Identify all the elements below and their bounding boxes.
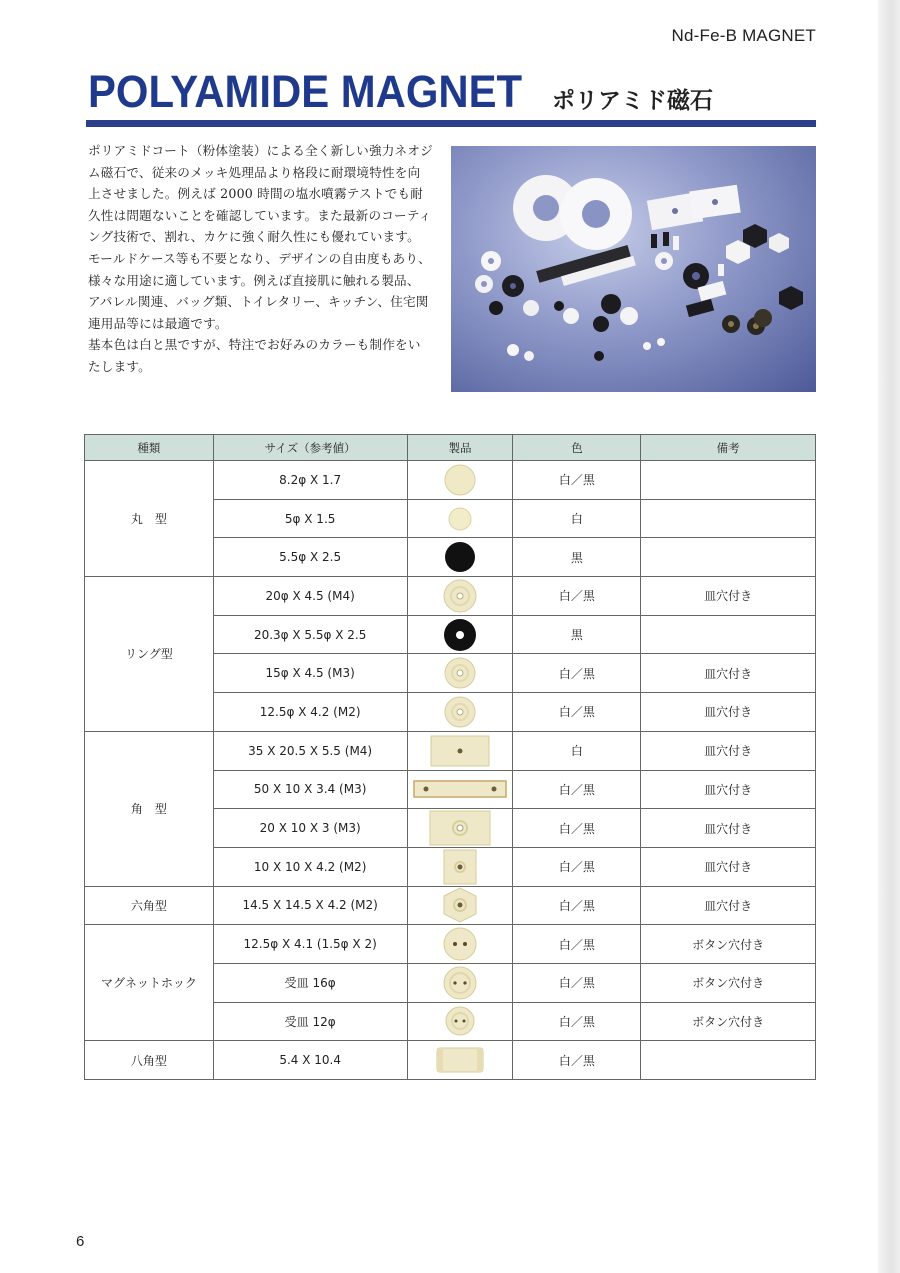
size-cell: 5φ X 1.5 <box>213 499 407 538</box>
color-cell: 白／黒 <box>513 886 641 925</box>
intro-line: 上させました。例えば 2000 時間の塩水噴霧テストでも耐 <box>88 186 424 202</box>
table-row <box>85 577 816 616</box>
ring-black-icon <box>407 615 513 654</box>
intro-line: モールドケース等も不要となり、デザインの自由度もあり、 <box>88 250 431 266</box>
size-cell: 5.5φ X 2.5 <box>213 538 407 577</box>
color-cell: 白／黒 <box>513 1002 641 1041</box>
col-header-color: 色 <box>513 435 641 461</box>
type-cell: 六角型 <box>85 886 214 925</box>
color-cell: 白／黒 <box>513 925 641 964</box>
color-cell: 白／黒 <box>513 847 641 886</box>
note-cell <box>641 461 816 500</box>
size-cell: 12.5φ X 4.2 (M2) <box>213 693 407 732</box>
disc-black-icon <box>407 538 513 577</box>
size-cell: 15φ X 4.5 (M3) <box>213 654 407 693</box>
color-cell: 黒 <box>513 615 641 654</box>
size-cell: 20φ X 4.5 (M4) <box>213 577 407 616</box>
note-cell: 皿穴付き <box>641 693 816 732</box>
hexagon-icon <box>407 886 513 925</box>
color-cell: 白 <box>513 499 641 538</box>
ring-ivory-icon <box>407 654 513 693</box>
spec-table <box>84 434 816 1080</box>
color-cell: 黒 <box>513 538 641 577</box>
color-cell: 白／黒 <box>513 577 641 616</box>
size-cell: 受皿 12φ <box>213 1002 407 1041</box>
disc-ivory-icon <box>407 461 513 500</box>
col-header-size: サイズ（参考値） <box>213 435 407 461</box>
button-dish-small-icon <box>407 1002 513 1041</box>
type-cell: マグネットホック <box>85 925 214 1041</box>
size-cell: 50 X 10 X 3.4 (M3) <box>213 770 407 809</box>
intro-line: 様々な用途に適しています。例えば直接肌に触れる製品、 <box>88 272 420 288</box>
color-cell: 白／黒 <box>513 461 641 500</box>
note-cell: 皿穴付き <box>641 886 816 925</box>
note-cell: 皿穴付き <box>641 731 816 770</box>
intro-line: 基本色は白と黒ですが、特注でお好みのカラーも制作をい <box>88 337 421 353</box>
disc-small-ivory-icon <box>407 499 513 538</box>
note-cell: 皿穴付き <box>641 809 816 848</box>
note-cell: 皿穴付き <box>641 577 816 616</box>
page-title: POLYAMIDE MAGNET <box>88 66 523 117</box>
col-header-note: 備考 <box>641 435 816 461</box>
size-cell: 10 X 10 X 4.2 (M2) <box>213 847 407 886</box>
intro-line: ング技術で、割れ、カケに強く耐久性にも優れています。 <box>88 229 420 245</box>
cylinder-icon <box>407 1041 513 1080</box>
table-row <box>85 461 816 500</box>
type-cell: 八角型 <box>85 1041 214 1080</box>
col-header-product: 製品 <box>407 435 513 461</box>
table-header-row <box>85 435 816 461</box>
color-cell: 白／黒 <box>513 809 641 848</box>
note-cell: ボタン穴付き <box>641 1002 816 1041</box>
color-cell: 白／黒 <box>513 770 641 809</box>
note-cell: 皿穴付き <box>641 654 816 693</box>
page-edge-shadow <box>878 0 900 1273</box>
ring-ivory-icon <box>407 577 513 616</box>
size-cell: 20 X 10 X 3 (M3) <box>213 809 407 848</box>
page-number: 6 <box>76 1233 85 1250</box>
note-cell: 皿穴付き <box>641 770 816 809</box>
note-cell: 皿穴付き <box>641 847 816 886</box>
color-cell: 白／黒 <box>513 654 641 693</box>
color-cell: 白／黒 <box>513 963 641 1002</box>
header-tag: Nd-Fe-B MAGNET <box>671 26 816 45</box>
button-two-hole-icon <box>407 925 513 964</box>
intro-line: たします。 <box>88 358 151 374</box>
ring-ivory-icon <box>407 693 513 732</box>
page-subtitle: ポリアミド磁石 <box>552 88 713 114</box>
note-cell <box>641 538 816 577</box>
table-row <box>85 1041 816 1080</box>
rect-block-icon <box>407 809 513 848</box>
intro-line: アパレル関連、バッグ類、トイレタリー、キッチン、住宅関 <box>88 294 429 310</box>
intro-line: ポリアミドコート（粉体塗装）による全く新しい強力ネオジ <box>88 143 433 158</box>
size-cell: 8.2φ X 1.7 <box>213 461 407 500</box>
table-row <box>85 886 816 925</box>
type-cell: 丸 型 <box>85 461 214 577</box>
color-cell: 白／黒 <box>513 693 641 732</box>
note-cell <box>641 499 816 538</box>
note-cell <box>641 615 816 654</box>
button-dish-icon <box>407 963 513 1002</box>
size-cell: 20.3φ X 5.5φ X 2.5 <box>213 615 407 654</box>
title-rule <box>86 120 816 127</box>
note-cell <box>641 1041 816 1080</box>
color-cell: 白 <box>513 731 641 770</box>
type-cell: 角 型 <box>85 731 214 886</box>
intro-line: 連用品等には最適です。 <box>88 315 228 331</box>
note-cell: ボタン穴付き <box>641 963 816 1002</box>
type-cell: リング型 <box>85 577 214 732</box>
rect-plate-icon <box>407 731 513 770</box>
table-row <box>85 925 816 964</box>
long-bar-icon <box>407 770 513 809</box>
col-header-type: 種類 <box>85 435 214 461</box>
size-cell: 14.5 X 14.5 X 4.2 (M2) <box>213 886 407 925</box>
intro-text <box>88 140 440 378</box>
square-block-icon <box>407 847 513 886</box>
color-cell: 白／黒 <box>513 1041 641 1080</box>
size-cell: 5.4 X 10.4 <box>213 1041 407 1080</box>
intro-line: 久性は問題ないことを確認しています。また最新のコーティ <box>88 207 432 223</box>
product-photo <box>451 146 816 392</box>
size-cell: 12.5φ X 4.1 (1.5φ X 2) <box>213 925 407 964</box>
size-cell: 受皿 16φ <box>213 963 407 1002</box>
size-cell: 35 X 20.5 X 5.5 (M4) <box>213 731 407 770</box>
note-cell: ボタン穴付き <box>641 925 816 964</box>
intro-line: ム磁石で、従来のメッキ処理品より格段に耐環境特性を向 <box>88 164 421 180</box>
table-row <box>85 731 816 770</box>
